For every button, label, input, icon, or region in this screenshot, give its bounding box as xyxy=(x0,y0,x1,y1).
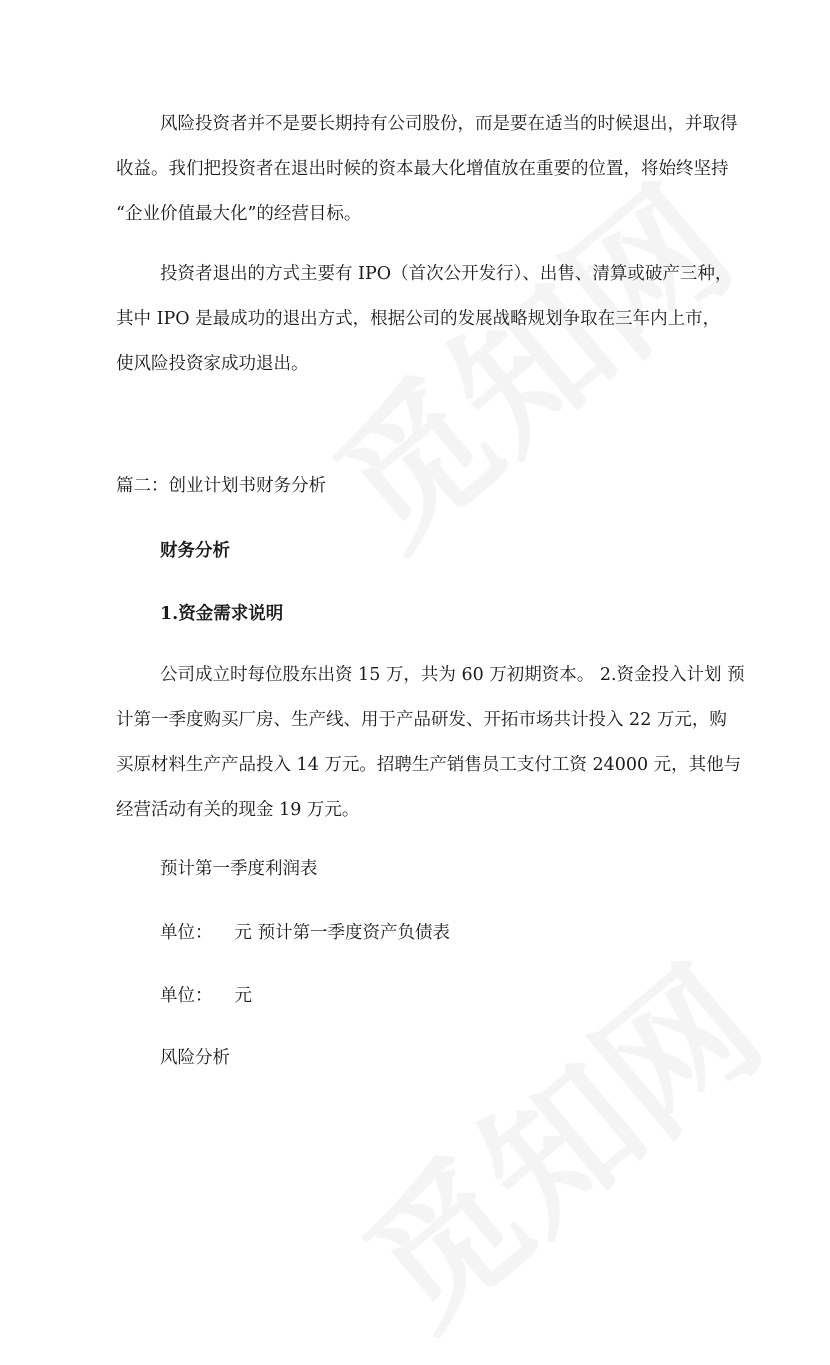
unit-line xyxy=(160,983,252,1009)
unit-value: 元 预计第一季度资产负债表 xyxy=(234,923,451,943)
paragraph-funding-plan xyxy=(116,653,745,833)
paragraph-exit-methods xyxy=(116,252,733,387)
paragraph-line: 经营活动有关的现金 19 万元。 xyxy=(116,800,360,820)
unit-label: 单位： xyxy=(160,923,213,943)
paragraph-line: 风险投资者并不是要长期持有公司股份，而是要在适当的时候退出，并取得 xyxy=(160,114,738,134)
paragraph-exit-strategy xyxy=(116,102,738,237)
subheading-funding-needs: 1.资金需求说明 xyxy=(160,604,284,624)
paragraph-line: 公司成立时每位股东出资 15 万，共为 60 万初期资本。 2.资金投入计划 预 xyxy=(160,665,745,685)
watermark-bottom xyxy=(313,911,797,1365)
paragraph-line: “企业价值最大化”的经营目标。 xyxy=(116,204,362,224)
paragraph-line: 投资者退出的方式主要有 IPO（首次公开发行）、出售、清算或破产三种， xyxy=(160,264,733,284)
unit-line-balance-sheet xyxy=(160,920,450,946)
paragraph-line: 计第一季度购买厂房、生产线、用于产品研发、开拓市场共计投入 22 万元，购 xyxy=(116,710,727,730)
paragraph-line: 收益。我们把投资者在退出时候的资本最大化增值放在重要的位置，将始终坚持 xyxy=(116,159,729,179)
subheading-finance: 财务分析 xyxy=(160,541,230,561)
income-statement-title: 预计第一季度利润表 xyxy=(160,859,318,879)
section-title: 篇二：创业计划书财务分析 xyxy=(116,476,326,496)
paragraph-line: 使风险投资家成功退出。 xyxy=(116,354,309,374)
paragraph-line: 买原材料生产产品投入 14 万元。招聘生产销售员工支付工资 24000 元，其他与 xyxy=(116,755,742,775)
paragraph-line: 其中 IPO 是最成功的退出方式，根据公司的发展战略规划争取在三年内上市， xyxy=(116,309,721,329)
unit-label: 单位： xyxy=(160,986,213,1006)
risk-analysis-heading: 风险分析 xyxy=(160,1048,230,1068)
unit-value: 元 xyxy=(234,986,252,1006)
